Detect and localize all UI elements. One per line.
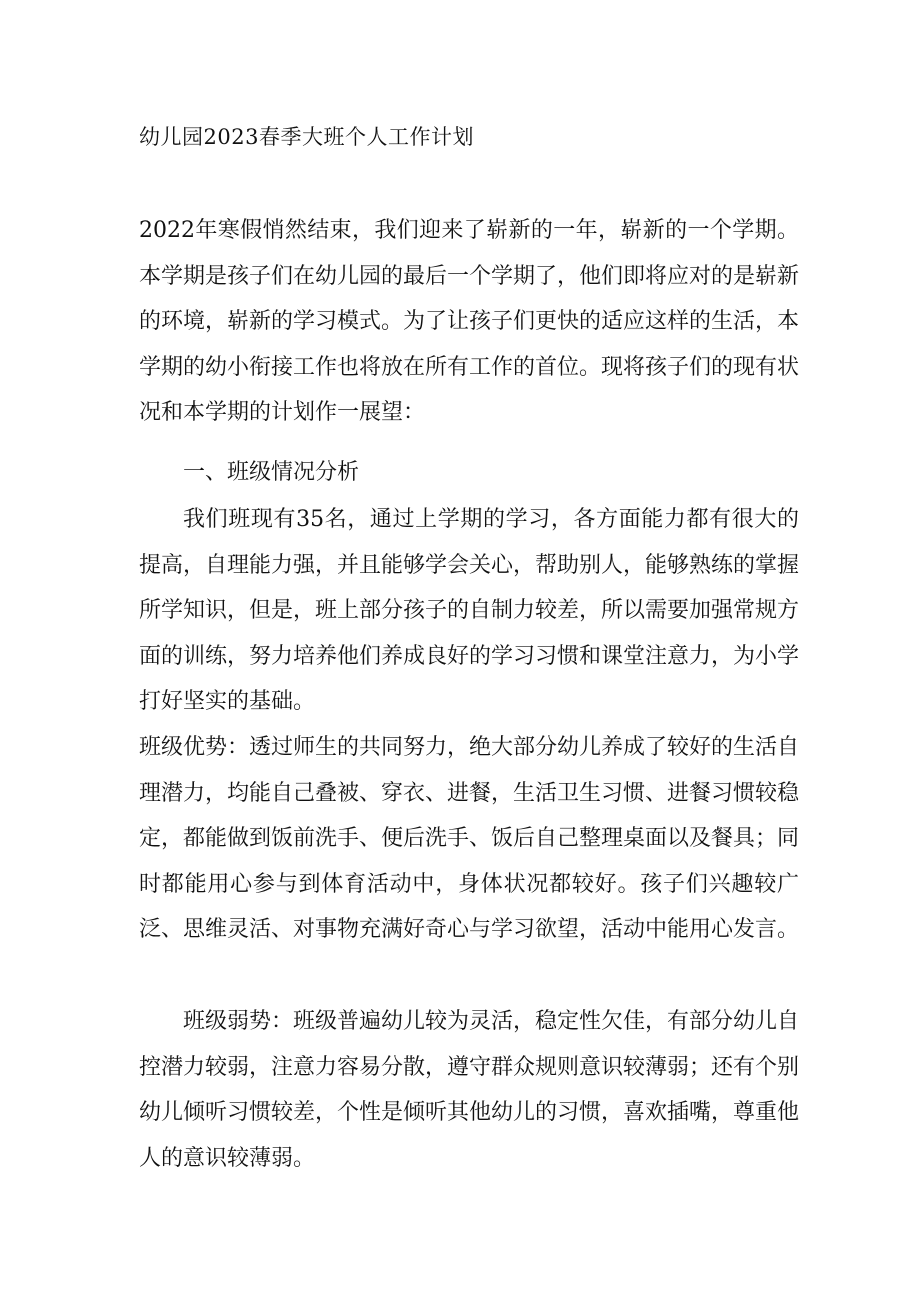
- document-title: 幼儿园2023春季大班个人工作计划: [139, 125, 474, 149]
- intro-paragraph: 2022年寒假悄然结束，我们迎来了崭新的一年，崭新的一个学期。本学期是孩子们在幼儿园的最后一个学期了，他们即将应对的是崭新的环境，崭新的学习模式。为了让孩子们更快的适应这样的生活，本学期的幼小衔接工作也将放在所有工作的首位。现将孩子们的现有状况和本学期的计划作一展望：: [139, 218, 800, 425]
- section-heading-class-analysis: 一、班级情况分析: [183, 460, 360, 485]
- class-analysis-paragraph: 我们班现有35名，通过上学期的学习，各方面能力都有很大的提高，自理能力强，并且能够学会关心，帮助别人，能够熟练的掌握所学知识，但是，班上部分孩子的自制力较差，所以需要加强常规方面的训练，努力培养他们养成良好的学习习惯和课堂注意力，为小学打好坚实的基础。: [139, 507, 800, 714]
- class-weaknesses-paragraph: 班级弱势：班级普遍幼儿较为灵活，稳定性欠佳，有部分幼儿自控潜力较弱，注意力容易分散，遵守群众规则意识较薄弱；还有个别幼儿倾听习惯较差，个性是倾听其他幼儿的习惯，喜欢插嘴，尊重他人的意识较薄弱。: [139, 1009, 800, 1171]
- class-advantages-paragraph: 班级优势：透过师生的共同努力，绝大部分幼儿养成了较好的生活自理潜力，均能自己叠被、穿衣、进餐，生活卫生习惯、进餐习惯较稳定，都能做到饭前洗手、便后洗手、饭后自己整理桌面以及餐具；同时都能用心参与到体育活动中，身体状况都较好。孩子们兴趣较广泛、思维灵活、对事物充满好奇心与学习欲望，活动中能用心发言。: [139, 735, 800, 942]
